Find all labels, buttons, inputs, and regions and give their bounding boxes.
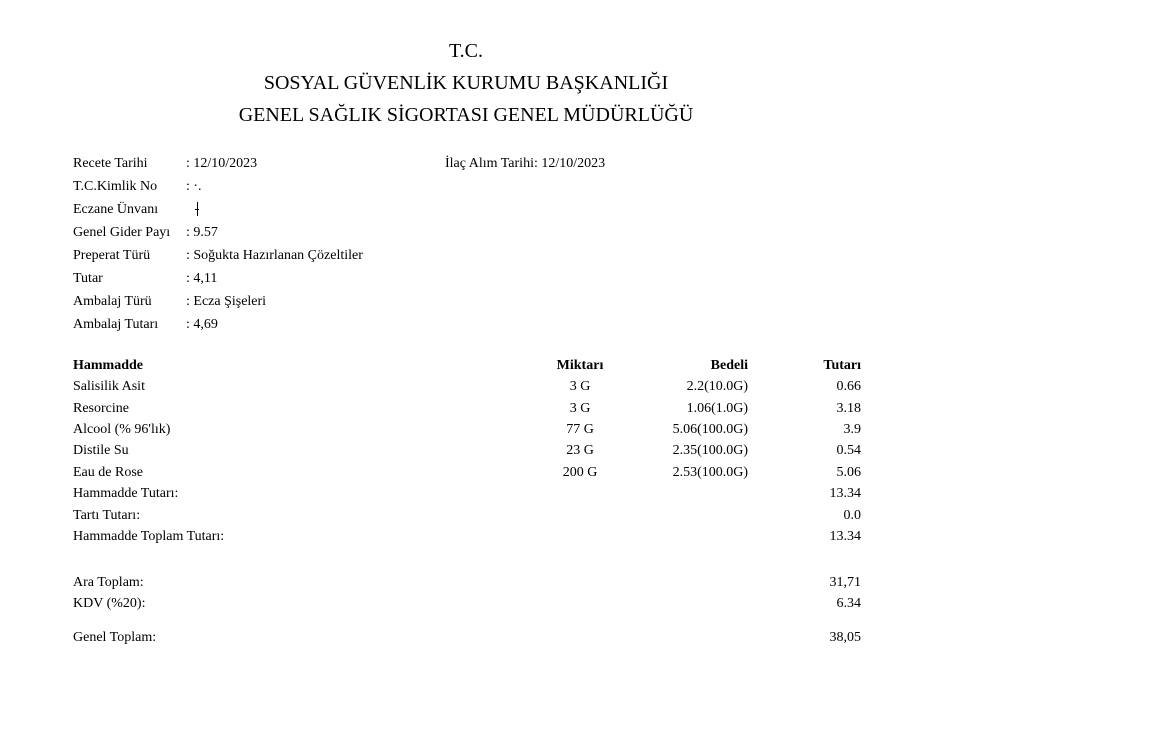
genel-gider-label: Genel Gider Payı — [73, 225, 171, 240]
genel-toplam-value: 38,05 — [829, 630, 861, 645]
row-price: 2.35(100.0G) — [672, 443, 748, 458]
eczane-unvani-label: Eczane Ünvanı — [73, 202, 159, 217]
genel-toplam-label: Genel Toplam: — [73, 630, 157, 645]
row-name: Eau de Rose — [73, 465, 143, 480]
row-qty: 200 G — [562, 465, 598, 480]
col-header-tutari: Tutarı — [823, 358, 861, 373]
table-row — [0, 464, 1152, 484]
hammadde-tutari-label: Hammadde Tutarı: — [73, 486, 179, 501]
tarti-tutari-value: 0.0 — [843, 508, 861, 523]
tc-kimlik-label: T.C.Kimlik No — [73, 179, 158, 194]
preperat-turu-value: : Soğukta Hazırlanan Çözeltiler — [186, 248, 363, 263]
preperat-turu-label: Preperat Türü — [73, 248, 151, 263]
hammadde-tutari-value: 13.34 — [829, 486, 861, 501]
ilac-alim-tarihi: İlaç Alım Tarihi: 12/10/2023 — [445, 156, 606, 171]
table-row — [0, 421, 1152, 441]
hammadde-toplam-row — [0, 528, 1152, 548]
row-name: Salisilik Asit — [73, 379, 145, 394]
hammadde-tutari-row — [0, 485, 1152, 505]
row-qty: 77 G — [566, 422, 594, 437]
tarti-tutari-row — [0, 507, 1152, 527]
header-line-directorate: GENEL SAĞLIK SİGORTASI GENEL MÜDÜRLÜĞÜ — [238, 104, 694, 126]
row-name: Distile Su — [73, 443, 129, 458]
ambalaj-turu-value: : Ecza Şişeleri — [186, 294, 267, 309]
kdv-row — [0, 595, 1152, 615]
row-qty: 23 G — [566, 443, 594, 458]
header-line-institution: SOSYAL GÜVENLİK KURUMU BAŞKANLIĞI — [263, 72, 669, 94]
hammadde-toplam-value: 13.34 — [829, 529, 861, 544]
header-line-tc: T.C. — [448, 40, 484, 62]
ambalaj-turu-label: Ambalaj Türü — [73, 294, 152, 309]
tarti-tutari-label: Tartı Tutarı: — [73, 508, 141, 523]
row-total: 0.66 — [836, 379, 861, 394]
col-header-bedeli: Bedeli — [710, 358, 748, 373]
row-qty: 3 G — [569, 401, 591, 416]
row-price: 2.2(10.0G) — [686, 379, 748, 394]
table-row — [0, 378, 1152, 398]
kdv-value: 6.34 — [836, 596, 861, 611]
genel-toplam-row — [0, 629, 1152, 649]
row-price: 5.06(100.0G) — [672, 422, 748, 437]
col-header-hammadde: Hammadde — [73, 358, 143, 373]
row-total: 5.06 — [836, 465, 861, 480]
recete-tarihi-value: : 12/10/2023 — [186, 156, 258, 171]
table-row — [0, 442, 1152, 462]
ara-toplam-label: Ara Toplam: — [73, 575, 144, 590]
row-name: Resorcine — [73, 401, 129, 416]
row-name: Alcool (% 96'lık) — [73, 422, 171, 437]
ambalaj-tutari-label: Ambalaj Tutarı — [73, 317, 159, 332]
hammadde-toplam-label: Hammadde Toplam Tutarı: — [73, 529, 225, 544]
row-price: 1.06(1.0G) — [686, 401, 748, 416]
ara-toplam-value: 31,71 — [829, 575, 861, 590]
ambalaj-tutari-value: : 4,69 — [186, 317, 218, 332]
text-cursor-tick — [195, 209, 199, 210]
row-qty: 3 G — [569, 379, 591, 394]
tc-kimlik-value: : ·. — [186, 179, 202, 194]
genel-gider-value: : 9.57 — [186, 225, 218, 240]
row-total: 3.9 — [843, 422, 861, 437]
table-row — [0, 400, 1152, 420]
row-total: 0.54 — [836, 443, 861, 458]
row-total: 3.18 — [836, 401, 861, 416]
tutar-label: Tutar — [73, 271, 103, 286]
row-price: 2.53(100.0G) — [672, 465, 748, 480]
kdv-label: KDV (%20): — [73, 596, 146, 611]
col-header-miktar: Miktarı — [556, 358, 604, 373]
tutar-value: : 4,11 — [186, 271, 218, 286]
ara-toplam-row — [0, 574, 1152, 594]
recete-tarihi-label: Recete Tarihi — [73, 156, 148, 171]
